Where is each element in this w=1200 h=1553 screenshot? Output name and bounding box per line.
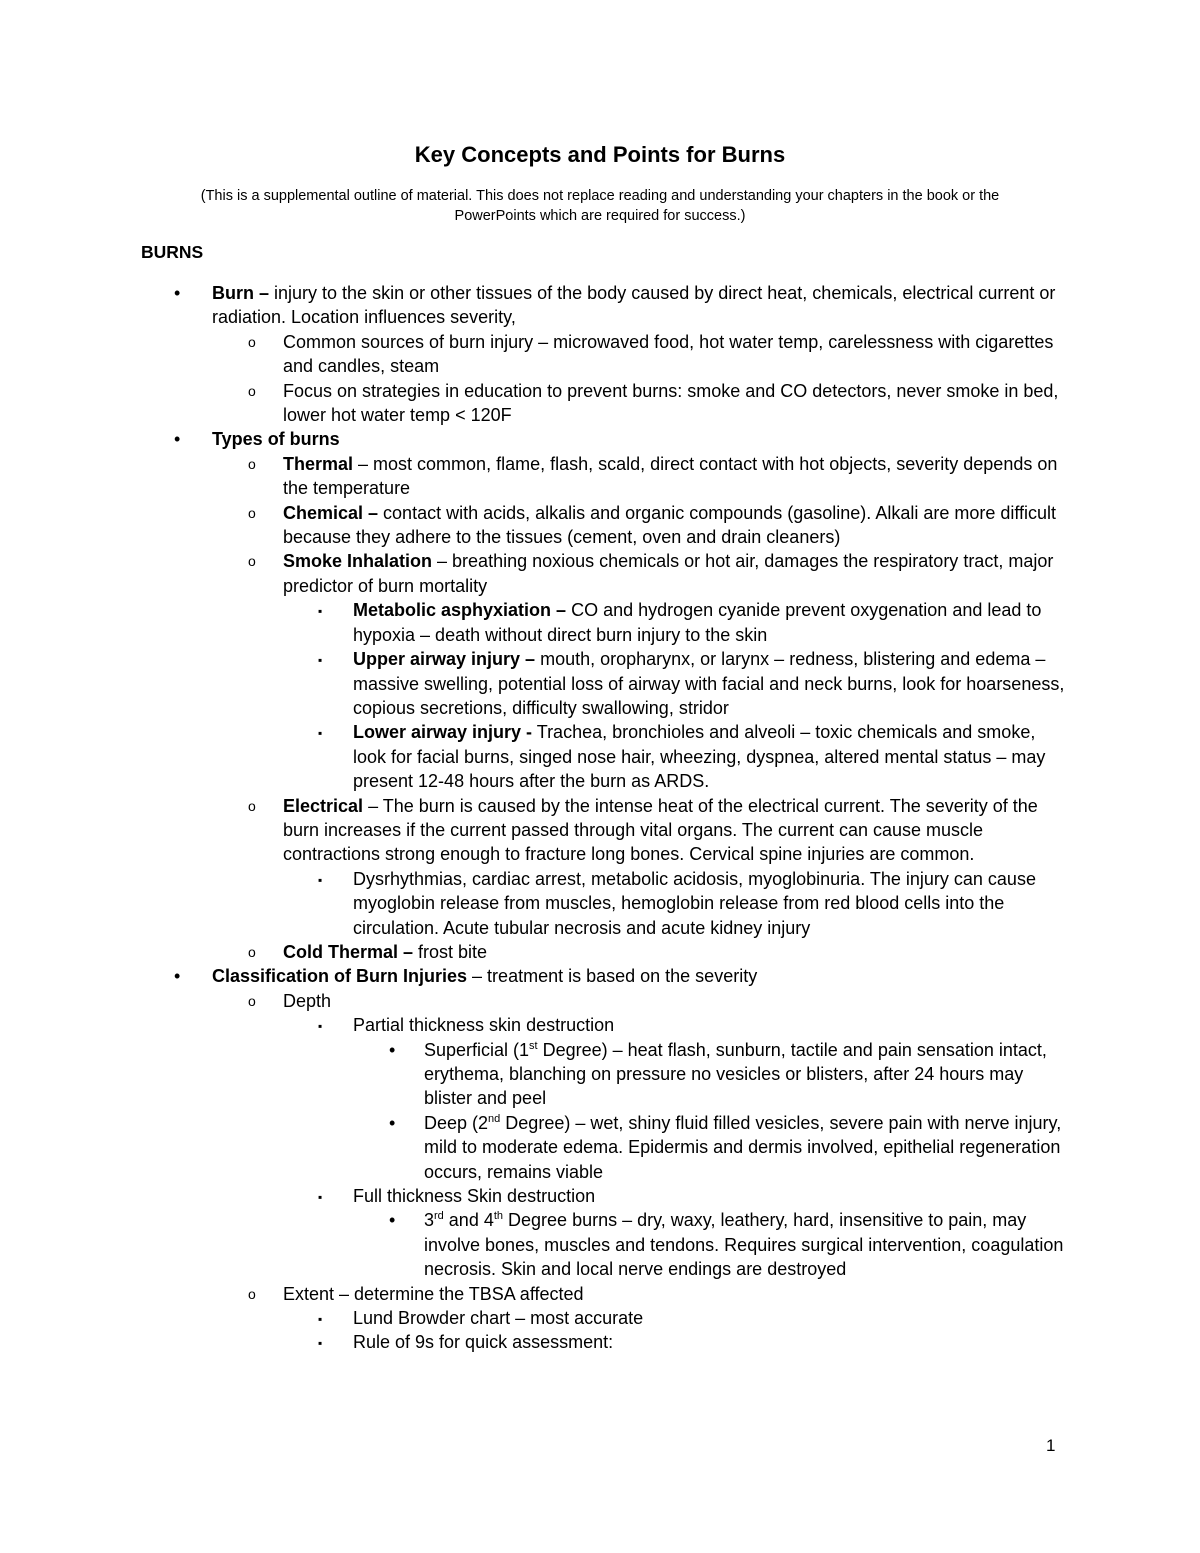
cold-thermal-text: frost bite: [413, 941, 488, 962]
term-lower-airway: Lower airway injury -: [353, 722, 533, 743]
term-classification: Classification of Burn Injuries: [212, 966, 468, 987]
depth-text: Depth: [283, 990, 332, 1011]
classification-text: – treatment is based on the severity: [467, 966, 758, 987]
term-thermal: Thermal: [283, 453, 354, 474]
outline-item-rule-of-9s: [0, 1330, 1200, 1354]
document-subtitle: (This is a supplemental outline of material. This does not replace reading and understanding your chapters in the book or the PowerPoints which are required for success.): [200, 188, 1000, 224]
bullet-marker: •: [174, 429, 181, 450]
thermal-text: – most common, flame, flash, scald, direct contact with hot objects, severity depends on the temperature: [283, 453, 1058, 499]
outline-item-focus-strategies: [0, 379, 1200, 428]
outline-item-smoke-inhalation: [0, 549, 1200, 598]
term-electrical: Electrical: [283, 795, 364, 816]
square-marker: ▪: [318, 653, 323, 668]
upper-airway-text: mouth, oropharynx, or larynx – redness, blistering and edema – massive swelling, potential loss of airway with facial and neck burns, look for hoarseness, copious secretions, difficulty swallowing, stridor: [353, 649, 1065, 718]
outline-item-superficial: [0, 1038, 1200, 1111]
outline-item-deep: [0, 1111, 1200, 1184]
term-metabolic-asphyxiation: Metabolic asphyxiation –: [353, 600, 567, 621]
fourth-degree-sup: th: [493, 1210, 504, 1223]
term-chemical: Chemical –: [283, 502, 379, 523]
outline-item-thermal: [0, 452, 1200, 501]
outline-item-common-sources: [0, 330, 1200, 379]
superficial-pre: Superficial (1: [424, 1039, 530, 1060]
metabolic-asphyxiation-text: CO and hydrogen cyanide prevent oxygenation and lead to hypoxia – death without direct burn injury to the skin: [353, 600, 1042, 645]
outline-item-full-thickness: [0, 1184, 1200, 1208]
circle-marker: o: [248, 943, 256, 960]
superficial-sup: st: [529, 1039, 538, 1052]
outline-item-chemical: [0, 501, 1200, 550]
bullet-marker: •: [174, 966, 181, 987]
outline-item-classification: [0, 964, 1200, 988]
circle-marker: o: [248, 1285, 256, 1302]
outline-item-third-fourth-degree: [0, 1208, 1200, 1281]
circle-marker: o: [248, 504, 256, 521]
outline-item-electrical: [0, 794, 1200, 867]
focus-strategies-text: Focus on strategies in education to prevent burns: smoke and CO detectors, never smoke in bed, lower hot water temp < 120F: [283, 380, 1059, 426]
circle-marker: o: [248, 333, 256, 350]
circle-marker: o: [248, 797, 256, 814]
outline-item-lund-browder: [0, 1306, 1200, 1330]
full-thickness-text: Full thickness Skin destruction: [353, 1186, 596, 1207]
third-degree-sup: rd: [434, 1210, 444, 1223]
bullet-marker: •: [389, 1039, 396, 1060]
outline-item-partial-thickness: [0, 1013, 1200, 1037]
partial-thickness-text: Partial thickness skin destruction: [353, 1015, 615, 1036]
chemical-text: contact with acids, alkalis and organic compounds (gasoline). Alkali are more difficult because they adhere to the tissues (cement, oven and drain cleaners): [283, 502, 1057, 548]
page-number: 1: [1046, 1436, 1056, 1455]
outline-item-burn: [0, 281, 1200, 330]
outline-item-depth: [0, 989, 1200, 1013]
circle-marker: o: [248, 553, 256, 570]
term-burn: Burn –: [212, 283, 270, 303]
section-heading-burns: BURNS: [141, 242, 204, 262]
dysrhythmias-text: Dysrhythmias, cardiac arrest, metabolic acidosis, myoglobinuria. The injury can cause myoglobin release from muscles, hemoglobin release from red blood cells into the circulation. Acute tubular necrosis and acute kidney injury: [353, 868, 1036, 938]
outline-item-cold-thermal: [0, 940, 1200, 964]
third-degree-number: 3: [424, 1210, 435, 1231]
circle-marker: o: [248, 382, 256, 399]
term-smoke-inhalation: Smoke Inhalation: [283, 551, 433, 572]
circle-marker: o: [248, 992, 256, 1009]
term-upper-airway: Upper airway injury –: [353, 649, 536, 670]
outline-item-dysrhythmias: [0, 867, 1200, 940]
square-marker: ▪: [318, 1019, 323, 1034]
outline-item-metabolic-asphyxiation: [0, 598, 1200, 647]
deep-post: Degree) – wet, shiny fluid filled vesicles, severe pain with nerve injury, mild to moderate edema. Epidermis and dermis involved, epithelial regeneration occurs, remains viable: [424, 1112, 1062, 1182]
square-marker: ▪: [318, 1190, 323, 1205]
square-marker: ▪: [318, 1312, 323, 1327]
term-types-of-burns: Types of burns: [212, 429, 340, 450]
common-sources-text: Common sources of burn injury – microwaved food, hot water temp, carelessness with cigarettes and candles, steam: [283, 331, 1054, 377]
rule-of-9s-text: Rule of 9s for quick assessment:: [353, 1332, 614, 1353]
square-marker: ▪: [318, 1336, 323, 1351]
square-marker: ▪: [318, 604, 323, 619]
deep-sup: nd: [488, 1112, 501, 1125]
square-marker: ▪: [318, 726, 323, 741]
fourth-degree-number: and 4: [443, 1210, 494, 1231]
extent-text: Extent – determine the TBSA affected: [283, 1283, 584, 1304]
term-cold-thermal: Cold Thermal –: [283, 941, 414, 962]
circle-marker: o: [248, 455, 256, 472]
outline-item-lower-airway: [0, 720, 1200, 793]
outline-content: [0, 281, 1200, 1355]
outline-item-extent: [0, 1282, 1200, 1306]
bullet-marker: •: [389, 1112, 396, 1133]
lund-browder-text: Lund Browder chart – most accurate: [353, 1308, 644, 1329]
electrical-text: – The burn is caused by the intense heat of the electrical current. The severity of the burn increases if the current passed through vital organs. The current can cause muscle contractions strong enough to fracture long bones. Cervical spine injuries are common.: [283, 795, 1038, 865]
square-marker: ▪: [318, 872, 323, 887]
superficial-post: Degree) – heat flash, sunburn, tactile and pain sensation intact, erythema, blanching on pressure no vesicles or blisters, after 24 hours may blister and peel: [424, 1039, 1047, 1109]
bullet-marker: •: [389, 1210, 396, 1231]
outline-item-types-of-burns: [0, 427, 1200, 451]
lower-airway-text: Trachea, bronchioles and alveoli – toxic chemicals and smoke, look for facial burns, singed nose hair, wheezing, dyspnea, altered mental status – may present 12-48 hours after the burn as ARDS.: [353, 722, 1046, 792]
outline-item-upper-airway: [0, 647, 1200, 720]
deep-pre: Deep (2: [424, 1112, 489, 1133]
bullet-marker: •: [174, 283, 181, 303]
third-fourth-degree-text: Degree burns – dry, waxy, leathery, hard, insensitive to pain, may involve bones, muscles and tendons. Requires surgical intervention, coagulation necrosis. Skin and local nerve endings are destroyed: [424, 1210, 1064, 1280]
burn-text: injury to the skin or other tissues of the body caused by direct heat, chemicals, electrical current or radiation. Location influences severity,: [212, 283, 1056, 328]
smoke-inhalation-text: – breathing noxious chemicals or hot air, damages the respiratory tract, major predictor of burn mortality: [283, 551, 1054, 596]
document-title: Key Concepts and Points for Burns: [414, 142, 786, 167]
